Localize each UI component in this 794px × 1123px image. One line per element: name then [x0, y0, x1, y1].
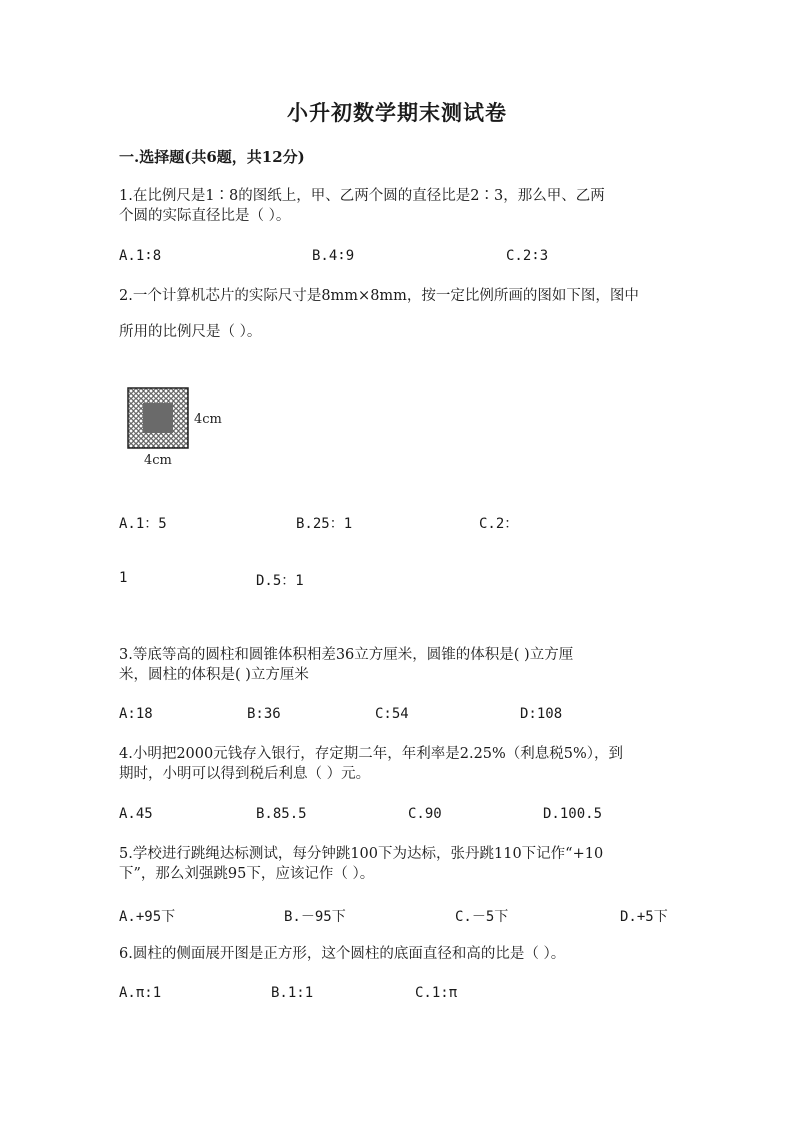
question-5-option-c: C.－5下	[455, 909, 509, 925]
question-5-option-b: B.－95下	[284, 909, 346, 925]
question-6-line-1: 6.圆柱的侧面展开图是正方形，这个圆柱的底面直径和高的比是（ ）。	[119, 946, 566, 962]
bottom-length-label: 4cm	[144, 453, 172, 466]
question-4-option-c: C.90	[408, 806, 442, 822]
chip-figure	[126, 386, 246, 466]
question-2-option-b: B.25：1	[296, 516, 353, 532]
question-3-option-a: A:18	[119, 706, 153, 722]
question-2-line-1: 2.一个计算机芯片的实际尺寸是8mm×8mm，按一定比例所画的图如下图，图中	[119, 288, 639, 304]
side-length-label: 4cm	[194, 412, 222, 427]
question-4-line-2: 期时，小明可以得到税后利息（ ）元。	[119, 766, 371, 782]
chip-inner-square	[143, 403, 173, 433]
question-1-option-a: A.1∶8	[119, 248, 162, 264]
question-5-option-a: A.+95下	[119, 909, 176, 925]
question-3-line-1: 3.等底等高的圆柱和圆锥体积相差36立方厘米，圆锥的体积是( )立方厘	[119, 647, 574, 663]
question-5-option-d: D.+5下	[620, 909, 668, 925]
question-4-line-1: 4.小明把2000元钱存入银行，存定期二年，年利率是2.25%（利息税5%），到	[119, 746, 624, 762]
question-1-option-b: B.4∶9	[312, 248, 355, 264]
question-1-option-c: C.2∶3	[506, 248, 549, 264]
question-5-line-1: 5.学校进行跳绳达标测试，每分钟跳100下为达标，张丹跳110下记作“+10	[119, 846, 604, 862]
question-6-option-b: B.1:1	[271, 985, 314, 1001]
question-6-option-c: C.1:π	[415, 985, 458, 1001]
chip-diagram	[126, 386, 246, 466]
question-4-option-d: D.100.5	[543, 806, 603, 822]
question-3-line-2: 米，圆柱的体积是( )立方厘米	[119, 667, 309, 683]
question-4-option-a: A.45	[119, 806, 153, 822]
question-2-option-c: C.2：	[479, 516, 519, 532]
page-title: 小升初数学期末测试卷	[287, 100, 507, 125]
question-2-line-2: 所用的比例尺是（ ）。	[119, 324, 262, 340]
question-4-option-b: B.85.5	[256, 806, 307, 822]
question-2-option-d: D.5：1	[256, 573, 304, 589]
question-1-line-1: 1.在比例尺是1∶8的图纸上，甲、乙两个圆的直径比是2∶3，那么甲、乙两	[119, 188, 605, 204]
question-2-option-a: A.1：5	[119, 516, 167, 532]
question-3-option-c: C:54	[375, 706, 409, 722]
section-heading: 一.选择题(共6题，共12分)	[119, 148, 305, 166]
question-5-line-2: 下”，那么刘强跳95下，应该记作（ ）。	[119, 866, 375, 882]
question-1-line-2: 个圆的实际直径比是（ ）。	[119, 208, 291, 224]
question-6-option-a: A.π:1	[119, 985, 162, 1001]
question-2-option-c-continued: 1	[119, 570, 128, 586]
question-3-option-b: B:36	[247, 706, 281, 722]
question-3-option-d: D:108	[520, 706, 563, 722]
